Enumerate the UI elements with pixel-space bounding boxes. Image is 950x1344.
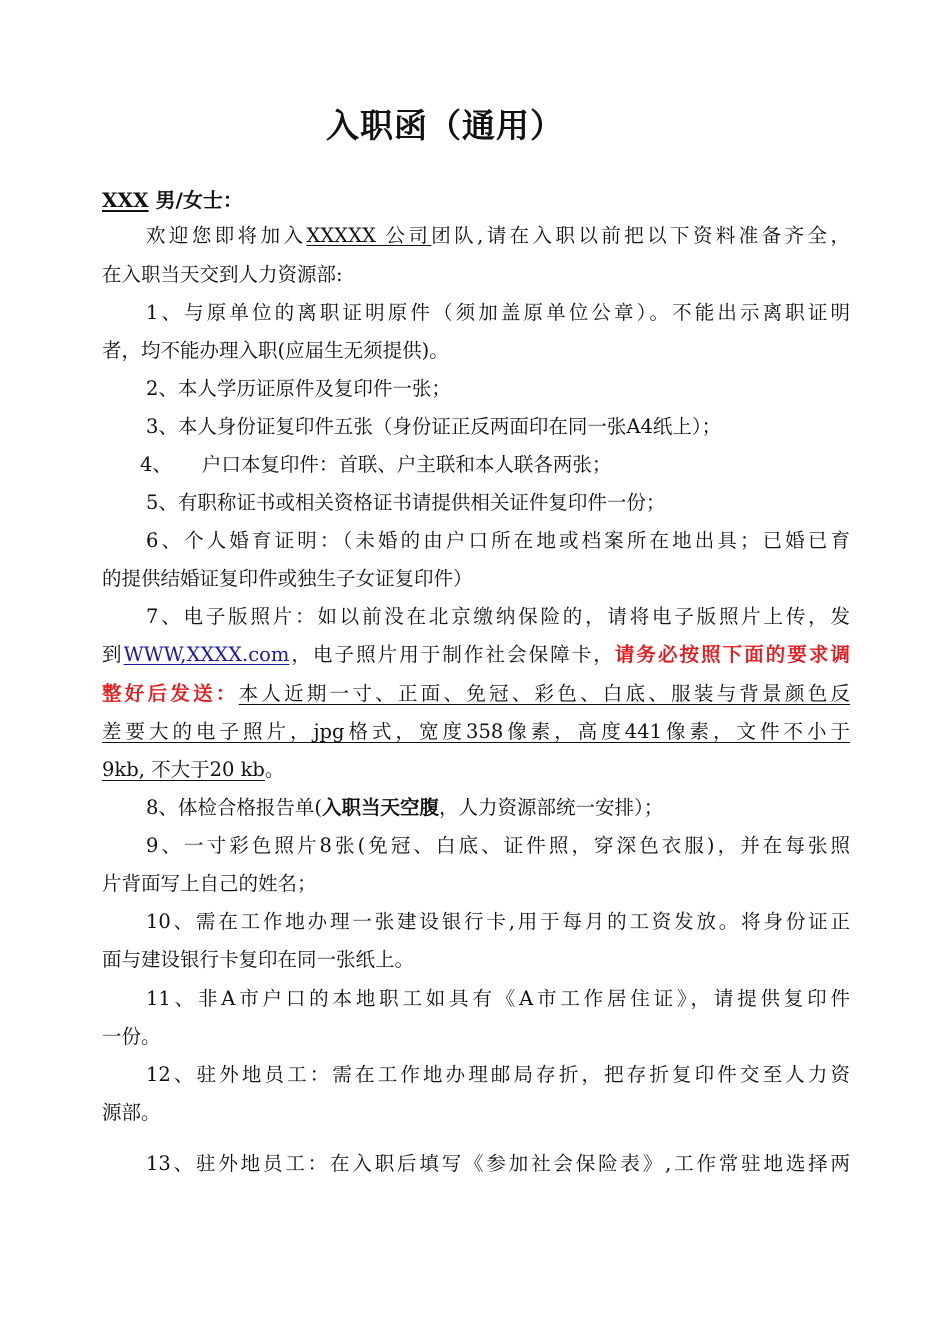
intro-line-1: 欢迎您即将加入XXXXX 公司团队,请在入职以前把以下资料准备齐全， (146, 224, 850, 247)
item-11-line-1: 11、非A市户口的本地职工如具有《A市工作居住证》，请提供复印件 (146, 987, 850, 1010)
item-12-line-2: 源部。 (102, 1101, 161, 1124)
item-6-line-1: 6、个人婚育证明：（未婚的由户口所在地或档案所在地出具；已婚已育 (146, 529, 850, 552)
item-7-line-4: 差要大的电子照片，jpg格式，宽度358像素，高度441像素，文件不小于 (102, 720, 850, 743)
salutation: 男/女士： (155, 188, 243, 212)
item-4-number: 4、 (140, 453, 172, 476)
emphasis-notice: 请务必按照下面的要求调 (614, 643, 850, 666)
photo-size-limit: 9kb, 不大于20 kb (102, 758, 265, 781)
item-10-line-1: 10、需在工作地办理一张建设银行卡,用于每月的工资发放。将身份证正 (146, 910, 850, 933)
item-7-line-2: 到WWW,XXXX.com，电子照片用于制作社会保障卡，请务必按照下面的要求调 (102, 643, 850, 666)
upload-site-link[interactable]: WWW,XXXX.com (123, 643, 290, 666)
item-9-line-2: 片背面写上自己的姓名； (102, 872, 317, 895)
company-name: XXXXX 公司 (306, 224, 432, 247)
item-7-line-1: 7、电子版照片：如以前没在北京缴纳保险的，请将电子版照片上传，发 (146, 605, 850, 628)
fasting-notice: 入职当天空腹 (322, 796, 440, 819)
item-6-line-2: 的提供结婚证复印件或独生子女证复印件） (102, 567, 473, 590)
item-4-text: 户口本复印件：首联、户主联和本人联各两张； (201, 453, 612, 476)
item-12-line-1: 12、驻外地员工：需在工作地办理邮局存折，把存折复印件交至人力资 (146, 1063, 850, 1086)
recipient-name: XXX (102, 188, 149, 212)
item-7-line-3 (102, 680, 850, 708)
item-1-line-2: 者，均不能办理入职(应届生无须提供)。 (102, 339, 449, 362)
document-title: 入职函（通用） (326, 106, 564, 145)
item-1-line-1: 1、与原单位的离职证明原件（须加盖原单位公章）。不能出示离职证明 (146, 301, 850, 324)
greeting-line (102, 184, 243, 213)
item-8: 8、体检合格报告单(入职当天空腹，人力资源部统一安排）； (146, 796, 664, 819)
item-13-line-1: 13、驻外地员工：在入职后填写《参加社会保险表》,工作常驻地选择两 (146, 1152, 850, 1175)
item-3: 3、本人身份证复印件五张（身份证正反两面印在同一张A4纸上）； (146, 415, 722, 438)
item-7-line-5: 9kb, 不大于20 kb。 (102, 758, 285, 781)
item-11-line-2: 一份。 (102, 1025, 161, 1048)
photo-requirements: 本人近期一寸、正面、免冠、彩色、白底、服装与背景颜色反 (238, 682, 850, 705)
item-2: 2、本人学历证原件及复印件一张； (146, 377, 451, 400)
item-10-line-2: 面与建设银行卡复印在同一张纸上。 (102, 948, 415, 971)
item-5: 5、有职称证书或相关资格证书请提供相关证件复印件一份； (146, 491, 666, 514)
emphasis-notice-cont: 整好后发送： (102, 682, 239, 705)
intro-line-2: 在入职当天交到人力资源部: (102, 263, 343, 286)
item-9-line-1: 9、一寸彩色照片8张(免冠、白底、证件照，穿深色衣服)，并在每张照 (146, 834, 850, 857)
item-4 (140, 451, 840, 479)
